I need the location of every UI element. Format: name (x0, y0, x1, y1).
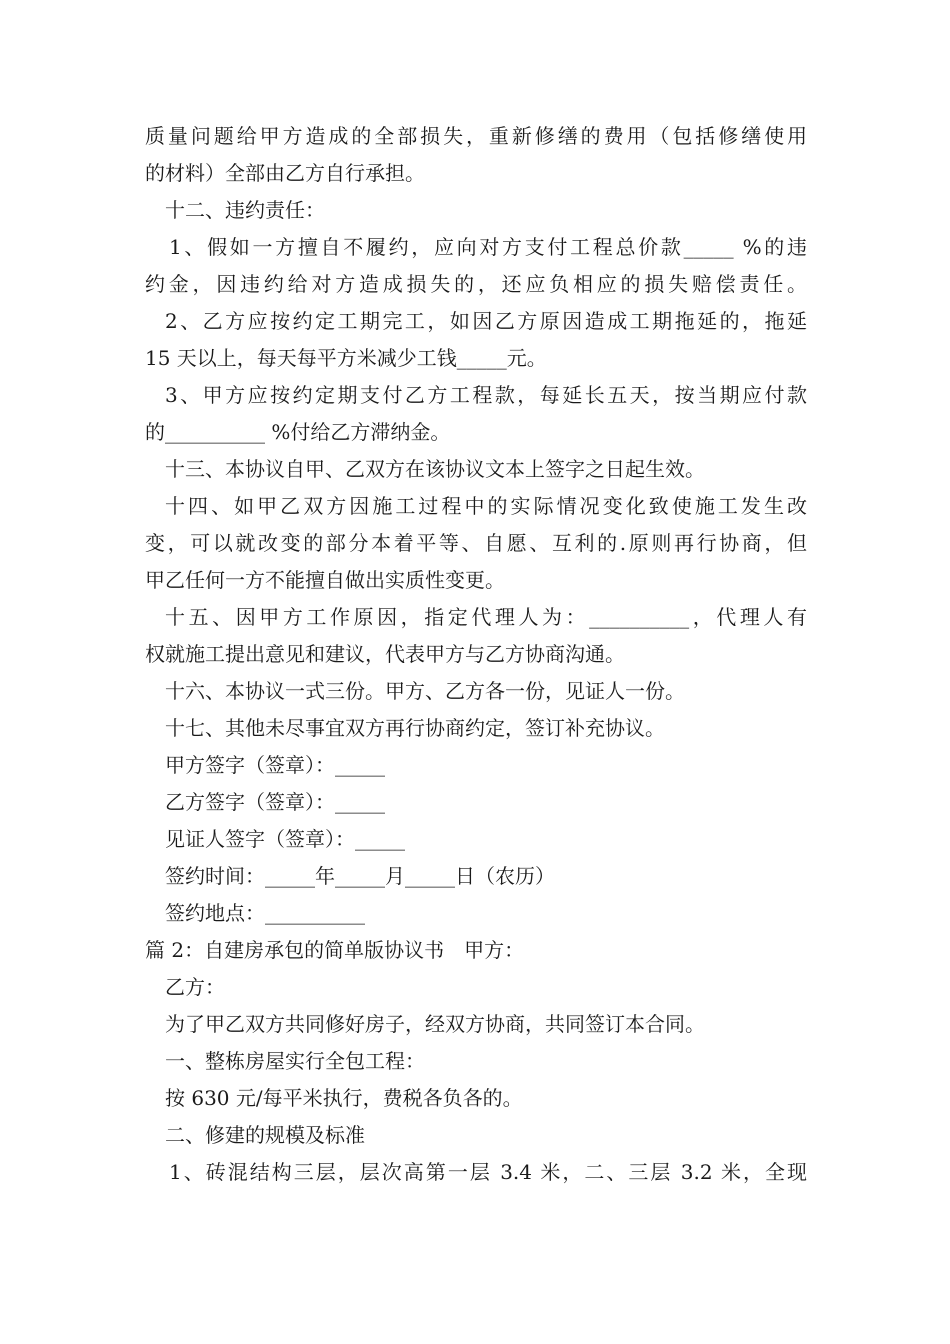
paragraph-line: 权就施工提出意见和建议，代表甲方与乙方协商沟通。 (145, 642, 625, 666)
paragraph-line: 15 天以上，每天每平方米减少工钱_____元。 (145, 346, 547, 370)
section-heading: 十六、本协议一式三份。甲方、乙方各一份，见证人一份。 (165, 679, 685, 703)
paragraph-line: 质量问题给甲方造成的全部损失，重新修缮的费用（包括修缮使用 (145, 124, 807, 148)
section-heading: 十四、如甲乙双方因施工过程中的实际情况变化致使施工发生改 (165, 494, 807, 518)
paragraph-line: 的__________ %付给乙方滞纳金。 (145, 420, 451, 444)
signing-date-line: 签约时间：_____年_____月_____日（农历） (165, 864, 555, 888)
signature-line-party-a: 甲方签字（签章）：_____ (165, 753, 385, 777)
paragraph-line: 变，可以就改变的部分本着平等、自愿、互利的.原则再行协商，但 (145, 531, 807, 555)
section-heading: 二、修建的规模及标准 (165, 1123, 365, 1147)
party-b-line: 乙方： (165, 975, 225, 999)
section-heading: 十七、其他未尽事宜双方再行协商约定，签订补充协议。 (165, 716, 665, 740)
paragraph-line: 为了甲乙双方共同修好房子，经双方协商，共同签订本合同。 (165, 1012, 705, 1036)
section-heading: 十五、因甲方工作原因，指定代理人为：__________，代理人有 (165, 605, 807, 629)
signature-line-party-b: 乙方签字（签章）：_____ (165, 790, 385, 814)
paragraph-line: 甲乙任何一方不能擅自做出实质性变更。 (145, 568, 505, 592)
paragraph-line: 约金，因违约给对方造成损失的，还应负相应的损失赔偿责任。 (145, 272, 807, 296)
paragraph-line: 按 630 元/每平米执行，费税各负各的。 (165, 1086, 523, 1110)
paragraph-line: 1、砖混结构三层，层次高第一层 3.4 米，二、三层 3.2 米，全现 (169, 1160, 807, 1184)
paragraph-line: 2、乙方应按约定工期完工，如因乙方原因造成工期拖延的，拖延 (165, 309, 807, 333)
section-heading: 一、整栋房屋实行全包工程： (165, 1049, 425, 1073)
paragraph-line: 3、甲方应按约定期支付乙方工程款，每延长五天，按当期应付款 (165, 383, 807, 407)
signing-place-line: 签约地点：__________ (165, 901, 365, 925)
document-body (145, 118, 807, 1191)
section-heading: 十二、违约责任： (165, 198, 325, 222)
section-heading: 十三、本协议自甲、乙双方在该协议文本上签字之日起生效。 (165, 457, 705, 481)
paragraph-line: 的材料）全部由乙方自行承担。 (145, 161, 425, 185)
article-title: 篇 2：自建房承包的简单版协议书 甲方： (145, 938, 525, 962)
paragraph-line: 1、假如一方擅自不履约，应向对方支付工程总价款_____ %的违 (169, 235, 807, 259)
signature-line-witness: 见证人签字（签章）：_____ (165, 827, 405, 851)
